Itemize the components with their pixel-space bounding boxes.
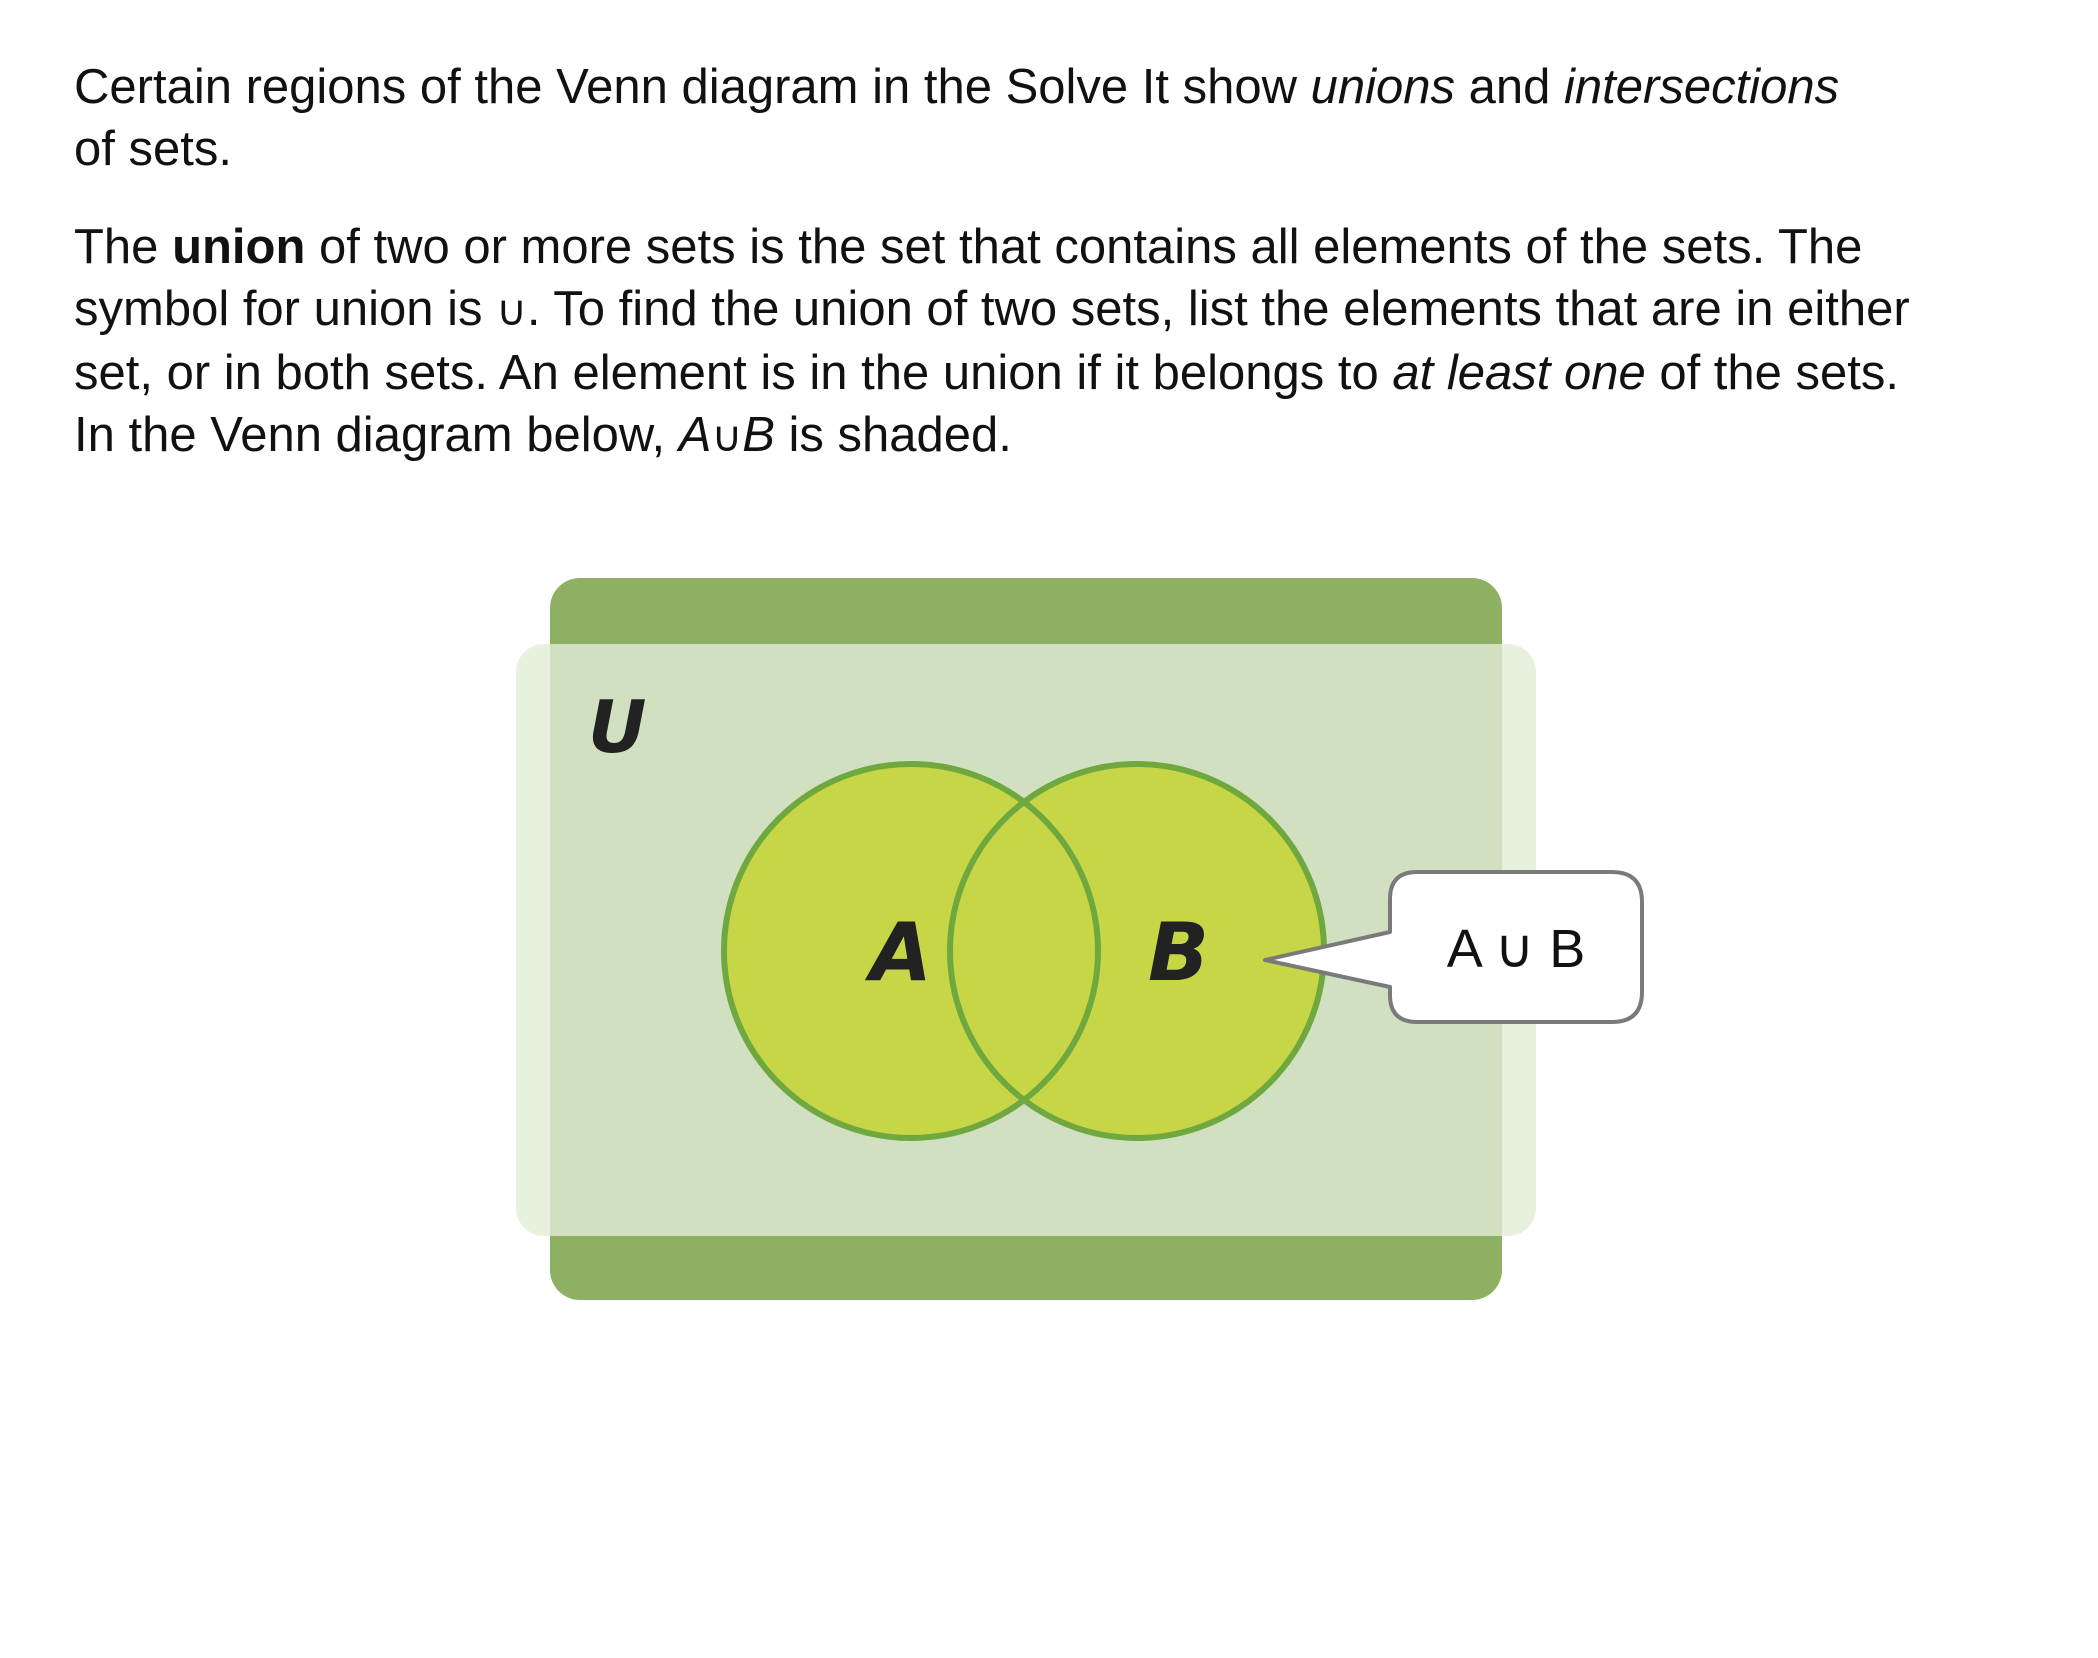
- emphasis-at-least-one: at least one: [1392, 346, 1646, 400]
- term-intersections: intersections: [1564, 60, 1840, 114]
- intro-text: Certain regions of the Venn diagram in the Solve It show: [74, 60, 1311, 114]
- inline-set-a: A: [678, 408, 712, 462]
- definition-text: symbol for union is: [74, 282, 497, 336]
- inline-set-b: B: [742, 408, 775, 462]
- term-unions: unions: [1310, 60, 1456, 114]
- term-union: union: [172, 220, 306, 274]
- set-a-label: A: [870, 906, 932, 999]
- definition-text: is shaded.: [774, 408, 1012, 462]
- intro-line-2: of sets.: [74, 122, 232, 176]
- definition-text: set, or in both sets. An element is in the union if it belongs to: [74, 346, 1393, 400]
- universe-label: U: [588, 685, 647, 769]
- union-symbol: ∪: [711, 412, 743, 461]
- definition-text: of the sets.: [1645, 346, 1900, 400]
- intro-text: and: [1455, 60, 1564, 114]
- callout-label: A ∪ B: [1446, 919, 1586, 979]
- set-b-label: B: [1148, 906, 1209, 999]
- union-symbol: ∪: [496, 286, 527, 335]
- definition-text: In the Venn diagram below,: [74, 408, 679, 462]
- definition-text: The: [74, 220, 173, 274]
- definition-text: . To find the union of two sets, list the elements that are in either: [526, 282, 1910, 336]
- definition-text: of two or more sets is the set that contains all elements of the sets. The: [305, 220, 1863, 274]
